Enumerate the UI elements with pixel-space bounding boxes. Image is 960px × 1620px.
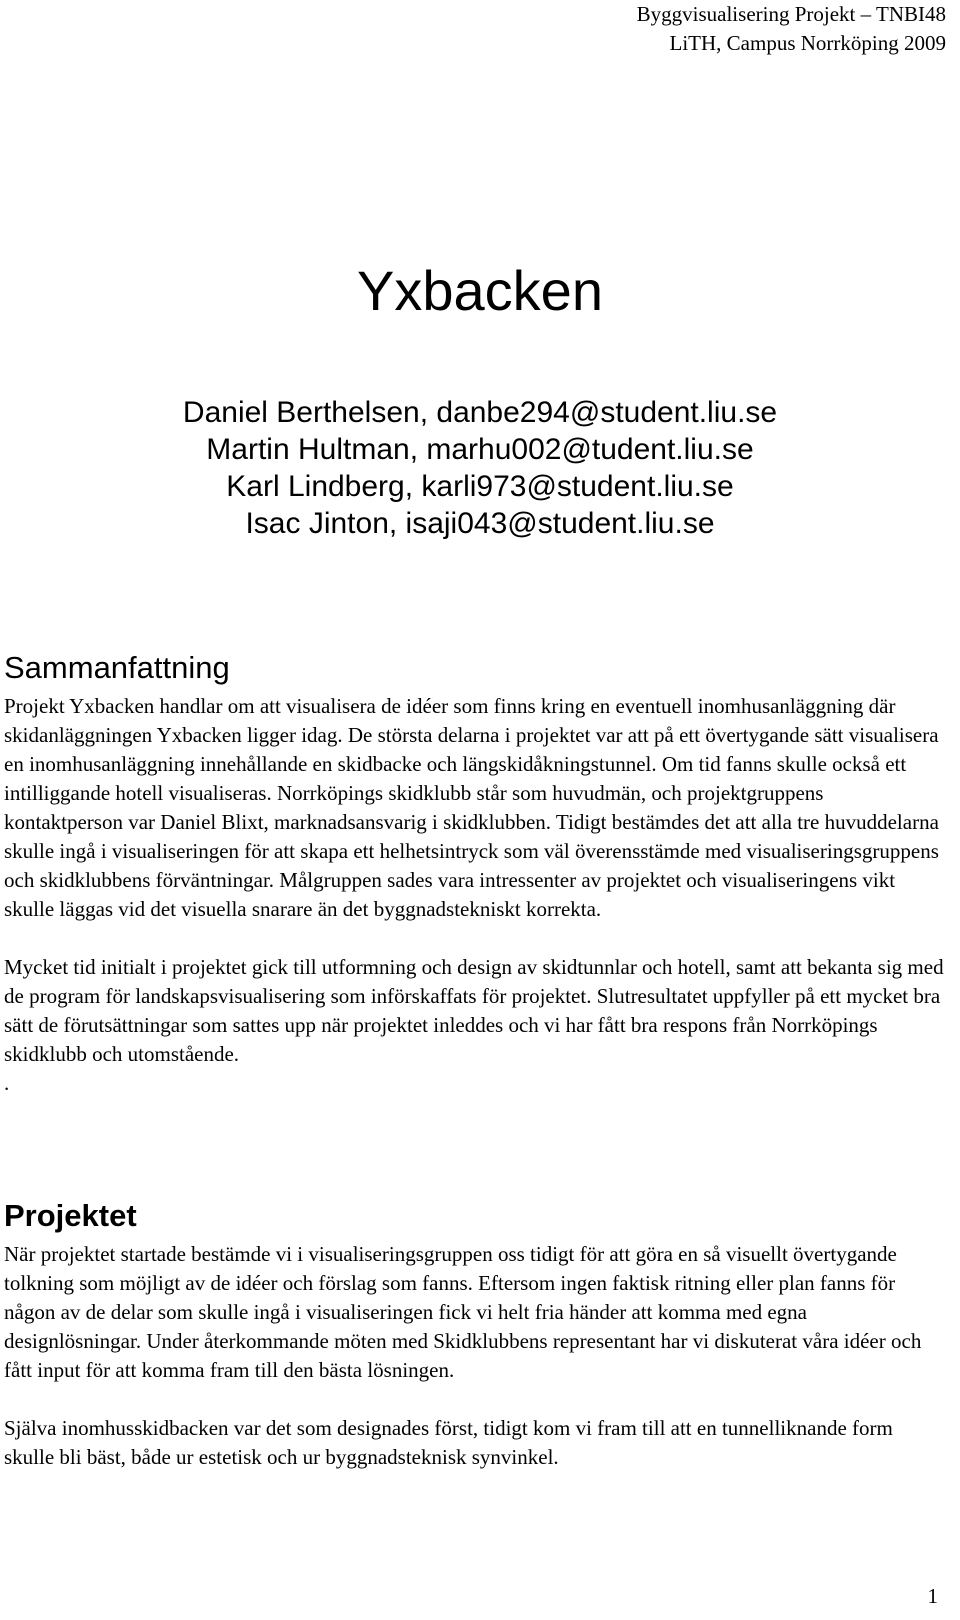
summary-heading: Sammanfattning [4,650,230,685]
summary-paragraph: . [4,1071,10,1095]
document-title: Yxbacken [357,259,603,322]
summary-paragraph: Mycket tid initialt i projektet gick till utformning och design av skidtunnlar och hotell, samt att bekanta sig med de program för landskapsvisualisering som införskaffats för projektet. Slutresultatet uppfyller på ett mycket bra sätt de förutsättningar som sattes upp när projektet inleddes och vi har fått bra respons från Norrköpings skidklubb och utomstående. [4,955,944,1066]
summary-section [4,650,944,1098]
author-line: Karl Lindberg, karli973@student.liu.se [226,470,734,503]
author-list [0,394,960,542]
summary-paragraph: Projekt Yxbacken handlar om att visualisera de idéer som finns kring en eventuell inomhusanläggning där skidanläggningen Yxbacken ligger idag. De största delarna i projektet var att på ett övertygande sätt visualisera en inomhusanläggning innehållande en skidbacke och längskidåkningstunnel. Om tid fanns skulle också ett intilliggande hotell visualiseras. Norrköpings skidklubb står som huvudmän, och projektgruppens kontaktperson var Daniel Blixt, marknadsansvarig i skidklubben. Tidigt bestämdes det att alla tre huvuddelarna skulle ingå i visualiseringen för att skapa ett helhetsintryck som väl överensstämde med visualiseringsgruppens och skidklubbens förväntningar. Målgruppen sades vara intressenter av projektet och visualiseringens vikt skulle läggas vid det visuella snarare än det byggnadstekniskt korrekta. [4,694,939,921]
project-paragraph: Själva inomhusskidbacken var det som designades först, tidigt kom vi fram till att en tunnelliknande form skulle bli bäst, både ur estetisk och ur byggnadsteknisk synvinkel. [4,1416,893,1469]
project-heading: Projektet [4,1198,137,1233]
author-line: Isac Jinton, isaji043@student.liu.se [245,507,715,540]
header-course: Byggvisualisering Projekt – TNBI48 [636,2,946,26]
project-section [4,1198,944,1472]
running-header [637,0,946,58]
page-number: 1 [927,1584,938,1608]
header-campus: LiTH, Campus Norrköping 2009 [669,31,946,55]
author-line: Daniel Berthelsen, danbe294@student.liu.se [182,396,778,429]
author-line: Martin Hultman, marhu002@tudent.liu.se [206,433,754,466]
project-paragraph: När projektet startade bestämde vi i visualiseringsgruppen oss tidigt för att göra en så visuellt övertygande tolkning som möjligt av de idéer och förslag som fanns. Eftersom ingen faktisk ritning eller plan fanns för någon av de delar som skulle ingå i visualiseringen fick vi helt fria händer att komma med egna designlösningar. Under återkommande möten med Skidklubbens representant har vi diskuterat våra idéer och fått input för att komma fram till den bästa lösningen. [4,1242,922,1382]
